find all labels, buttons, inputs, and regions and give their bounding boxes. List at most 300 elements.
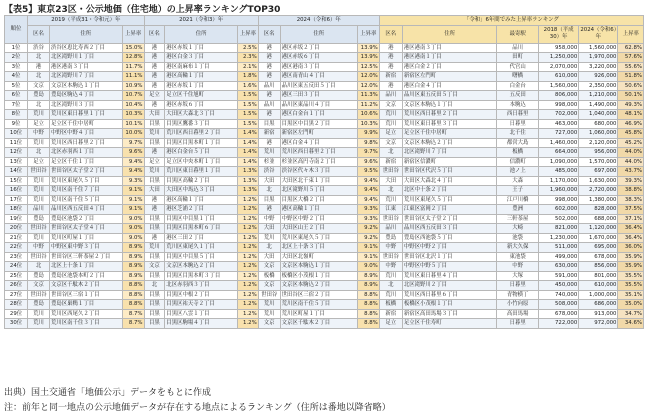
table-row bbox=[5, 148, 644, 158]
ward-2024: 荒川 bbox=[258, 309, 280, 319]
rank-cell: 30位 bbox=[5, 319, 28, 329]
header-ward: 区名 bbox=[379, 25, 402, 43]
ward-long: 港 bbox=[379, 53, 402, 63]
rank-cell: 25位 bbox=[5, 271, 28, 281]
address-2021: 目黒区駒場４丁目 bbox=[165, 319, 238, 329]
address-2021: 目黒区八雲１丁目 bbox=[165, 309, 238, 319]
address-long: 荒川区東尾久５丁目 bbox=[402, 195, 497, 205]
ward-long: 荒川 bbox=[379, 110, 402, 120]
price-2024: 680,000 bbox=[579, 119, 618, 129]
address-2024: 目黒区中目黒２丁目 bbox=[280, 119, 357, 129]
ward-2021: 目黒 bbox=[144, 271, 165, 281]
ward-2021: 港 bbox=[144, 233, 165, 243]
price-2018: 450,000 bbox=[538, 281, 578, 291]
station-cell: 信濃町 bbox=[497, 157, 539, 167]
rate-2024: 9.7% bbox=[357, 148, 379, 158]
ward-2021: 大田 bbox=[144, 186, 165, 196]
price-2024: 1,380,000 bbox=[579, 195, 618, 205]
price-2024: 688,000 bbox=[579, 214, 618, 224]
address-2021: 港区芝浦２丁目 bbox=[165, 205, 238, 215]
ward-2024: 北 bbox=[258, 243, 280, 253]
address-2019: 世田谷区三軒茶屋２丁目 bbox=[49, 252, 122, 262]
rate-2021: 1.2% bbox=[237, 281, 258, 291]
rate-2024: 9.4% bbox=[357, 176, 379, 186]
rate-long: 50.1% bbox=[618, 91, 644, 101]
rate-long: 45.8% bbox=[618, 129, 644, 139]
address-2021: 目黒区目黒本町１丁目 bbox=[165, 138, 238, 148]
header-address: 住所 bbox=[280, 25, 357, 43]
ward-2019: 荒川 bbox=[28, 319, 50, 329]
ward-2019: 荒川 bbox=[28, 309, 50, 319]
rate-2024: 9.1% bbox=[357, 243, 379, 253]
address-2019: 荒川区東尾久５丁目 bbox=[49, 176, 122, 186]
ward-long: 港 bbox=[379, 81, 402, 91]
rate-2019: 8.9% bbox=[122, 252, 144, 262]
rate-2019: 9.1% bbox=[122, 205, 144, 215]
rank-cell: 5位 bbox=[5, 81, 28, 91]
address-2021: 目黒区中目黒１丁目 bbox=[165, 214, 238, 224]
rank-cell: 23位 bbox=[5, 252, 28, 262]
rate-long: 46.9% bbox=[618, 119, 644, 129]
address-2021: 大田区中馬込３丁目 bbox=[165, 186, 238, 196]
address-2019: 豊島区駒込４丁目 bbox=[49, 91, 122, 101]
price-2018: 485,000 bbox=[538, 167, 578, 177]
ward-2021: 港 bbox=[144, 43, 165, 53]
table-row bbox=[5, 53, 644, 63]
rate-2019: 15.0% bbox=[122, 43, 144, 53]
rate-2021: 1.2% bbox=[237, 309, 258, 319]
ward-2024: 北 bbox=[258, 186, 280, 196]
ward-long: 荒川 bbox=[379, 290, 402, 300]
address-2021: 港区赤坂６丁目 bbox=[165, 100, 238, 110]
rate-long: 35.1% bbox=[618, 290, 644, 300]
ward-long: 板橋 bbox=[379, 300, 402, 310]
station-cell: 東池袋 bbox=[497, 252, 539, 262]
rate-2021: 2.1% bbox=[237, 62, 258, 72]
header-group-2021: 2021（令和3）年 bbox=[144, 16, 258, 26]
ward-2021: 目黒 bbox=[144, 176, 165, 186]
price-2024: 1,560,000 bbox=[579, 43, 618, 53]
rank-cell: 13位 bbox=[5, 157, 28, 167]
ward-2019: 世田谷 bbox=[28, 290, 50, 300]
header-ward: 区名 bbox=[28, 25, 50, 43]
station-cell: 曙橋 bbox=[497, 72, 539, 82]
ward-2024: 文京 bbox=[258, 262, 280, 272]
price-2018: 508,000 bbox=[538, 300, 578, 310]
header-group-long: 「令和」6年間でみた上昇率ランキング bbox=[379, 16, 643, 26]
rate-2019: 9.6% bbox=[122, 148, 144, 158]
ward-2019: 世田谷 bbox=[28, 167, 50, 177]
address-long: 荒川区東日暮里３丁目 bbox=[402, 119, 497, 129]
rate-2019: 10.3% bbox=[122, 110, 144, 120]
rate-long: 35.5% bbox=[618, 271, 644, 281]
price-2024: 1,630,000 bbox=[579, 176, 618, 186]
table-row bbox=[5, 195, 644, 205]
rate-long: 51.8% bbox=[618, 72, 644, 82]
ward-2024: 港 bbox=[258, 43, 280, 53]
table-row bbox=[5, 243, 644, 253]
price-2024: 1,210,000 bbox=[579, 91, 618, 101]
rate-long: 39.3% bbox=[618, 176, 644, 186]
address-long: 荒川区東日暮里４丁目 bbox=[402, 271, 497, 281]
ward-2019: 荒川 bbox=[28, 110, 50, 120]
header-rate: 上昇率 bbox=[237, 25, 258, 43]
ward-2019: 世田谷 bbox=[28, 252, 50, 262]
rate-2019: 10.1% bbox=[122, 119, 144, 129]
table-row bbox=[5, 233, 644, 243]
address-2024: 港区赤坂６丁目 bbox=[280, 53, 357, 63]
rate-2021: 2.3% bbox=[237, 53, 258, 63]
ward-2024: 港 bbox=[258, 53, 280, 63]
ward-2024: 港 bbox=[258, 72, 280, 82]
price-2018: 702,000 bbox=[538, 110, 578, 120]
price-2018: 958,000 bbox=[538, 43, 578, 53]
address-2021: 港区白金台５丁目 bbox=[165, 148, 238, 158]
rate-2019: 10.0% bbox=[122, 129, 144, 139]
ward-2024: 世田谷 bbox=[258, 290, 280, 300]
table-row bbox=[5, 252, 644, 262]
address-2024: 文京区本駒込２丁目 bbox=[280, 281, 357, 291]
address-2019: 豊島区池袋本町２丁目 bbox=[49, 271, 122, 281]
address-2021: 大田区大森北３丁目 bbox=[165, 110, 238, 120]
rate-2024: 8.8% bbox=[357, 309, 379, 319]
address-2024: 港区白金台１丁目 bbox=[280, 110, 357, 120]
ward-long: 江東 bbox=[379, 205, 402, 215]
rate-2021: 1.2% bbox=[237, 300, 258, 310]
header-price-2018: 2018（平成30）年 bbox=[538, 25, 578, 43]
ward-2021: 目黒 bbox=[144, 224, 165, 234]
ward-long: 港 bbox=[379, 43, 402, 53]
ward-2024: 目黒 bbox=[258, 195, 280, 205]
address-2021: 目黒区高輪２丁目 bbox=[165, 176, 238, 186]
address-2019: 世田谷区太子堂２丁目 bbox=[49, 167, 122, 177]
header-group-2024: 2024（令和6）年 bbox=[258, 16, 379, 26]
rate-2024: 12.0% bbox=[357, 72, 379, 82]
address-2021: 文京区本駒込２丁目 bbox=[165, 262, 238, 272]
price-2018: 821,000 bbox=[538, 224, 578, 234]
ward-2021: 港 bbox=[144, 100, 165, 110]
ward-2024: 荒川 bbox=[258, 300, 280, 310]
station-cell: 江戸川橋 bbox=[497, 195, 539, 205]
ward-long: 足立 bbox=[379, 319, 402, 329]
ward-2019: 北 bbox=[28, 72, 50, 82]
rate-2024: 11.2% bbox=[357, 100, 379, 110]
ward-2019: 北 bbox=[28, 53, 50, 63]
rate-long: 36.4% bbox=[618, 233, 644, 243]
address-2019: 足立区千住中居町 bbox=[49, 119, 122, 129]
rate-2019: 8.7% bbox=[122, 319, 144, 329]
ranking-table-body bbox=[5, 43, 644, 328]
rate-2019: 8.8% bbox=[122, 300, 144, 310]
rate-2019: 9.4% bbox=[122, 157, 144, 167]
rate-2019: 8.9% bbox=[122, 271, 144, 281]
address-2021: 足立区千住旭町 bbox=[165, 91, 238, 101]
rank-cell: 27位 bbox=[5, 290, 28, 300]
ward-2024: 品川 bbox=[258, 100, 280, 110]
rate-long: 62.8% bbox=[618, 43, 644, 53]
rate-long: 50.6% bbox=[618, 81, 644, 91]
address-2019: 荒川区町屋１丁目 bbox=[49, 233, 122, 243]
address-2021: 目黒区目黒本町６丁目 bbox=[165, 224, 238, 234]
station-cell: 日暮里 bbox=[497, 319, 539, 329]
address-2024: 中野区中野２丁目 bbox=[280, 214, 357, 224]
rate-2024: 9.2% bbox=[357, 224, 379, 234]
table-row bbox=[5, 157, 644, 167]
ward-2019: 足立 bbox=[28, 119, 50, 129]
rate-long: 48.1% bbox=[618, 110, 644, 120]
address-2024: 港区白金４丁目 bbox=[280, 138, 357, 148]
price-2018: 1,250,000 bbox=[538, 53, 578, 63]
ward-2024: 渋谷 bbox=[258, 167, 280, 177]
rank-cell: 9位 bbox=[5, 119, 28, 129]
ward-2021: 北 bbox=[144, 281, 165, 291]
address-2021: 目黒区鷹番３丁目 bbox=[165, 119, 238, 129]
rank-cell: 29位 bbox=[5, 309, 28, 319]
rate-2021: 1.2% bbox=[237, 243, 258, 253]
rate-2021: 1.2% bbox=[237, 233, 258, 243]
rate-2021: 1.3% bbox=[237, 167, 258, 177]
price-2018: 499,000 bbox=[538, 252, 578, 262]
ward-long: 大田 bbox=[379, 176, 402, 186]
ward-2024: 中野 bbox=[258, 214, 280, 224]
address-long: 港区白金２丁目 bbox=[402, 62, 497, 72]
price-2018: 1,170,000 bbox=[538, 176, 578, 186]
rate-2024: 10.3% bbox=[357, 119, 379, 129]
price-2024: 926,000 bbox=[579, 72, 618, 82]
address-2019: 渋谷区恵比寿西２丁目 bbox=[49, 43, 122, 53]
rank-cell: 19位 bbox=[5, 214, 28, 224]
address-2021: 港区南麻布１丁目 bbox=[165, 62, 238, 72]
ranking-table bbox=[4, 15, 644, 329]
address-long: 世田谷区北沢１丁目 bbox=[402, 252, 497, 262]
address-long: 港区白金４丁目 bbox=[402, 81, 497, 91]
price-2024: 801,000 bbox=[579, 271, 618, 281]
rate-2019: 9.0% bbox=[122, 224, 144, 234]
address-2019: 中野区中野４丁目 bbox=[49, 129, 122, 139]
ward-long: 新宿 bbox=[379, 72, 402, 82]
address-2021: 港区赤坂１丁目 bbox=[165, 81, 238, 91]
address-2019: 豊島区池袋２丁目 bbox=[49, 214, 122, 224]
address-2024: 文京区本駒込１丁目 bbox=[280, 262, 357, 272]
rate-2019: 9.3% bbox=[122, 176, 144, 186]
rate-2021: 1.4% bbox=[237, 129, 258, 139]
station-cell: 板橋 bbox=[497, 148, 539, 158]
rate-2024: 9.4% bbox=[357, 186, 379, 196]
ward-2021: 文京 bbox=[144, 262, 165, 272]
address-2021: 港区高輪１丁目 bbox=[165, 72, 238, 82]
price-2018: 806,000 bbox=[538, 91, 578, 101]
ward-2019: 中野 bbox=[28, 129, 50, 139]
ward-2021: 港 bbox=[144, 148, 165, 158]
ward-long: 文京 bbox=[379, 100, 402, 110]
rate-long: 44.0% bbox=[618, 157, 644, 167]
address-2024: 品川区東五反田５丁目 bbox=[280, 81, 357, 91]
address-long: 文京区本駒込１丁目 bbox=[402, 100, 497, 110]
rate-2019: 9.4% bbox=[122, 167, 144, 177]
rate-2021: 1.2% bbox=[237, 271, 258, 281]
address-2021: 足立区中央本町１丁目 bbox=[165, 157, 238, 167]
ward-2019: 品川 bbox=[28, 205, 50, 215]
rank-cell: 17位 bbox=[5, 195, 28, 205]
address-long: 港区港南１丁目 bbox=[402, 53, 497, 63]
ward-2019: 荒川 bbox=[28, 186, 50, 196]
ward-2024: 大田 bbox=[258, 176, 280, 186]
rate-long: 36.0% bbox=[618, 243, 644, 253]
table-row bbox=[5, 224, 644, 234]
rank-cell: 1位 bbox=[5, 43, 28, 53]
address-2024: 大田区山王２丁目 bbox=[280, 224, 357, 234]
rate-2019: 9.7% bbox=[122, 138, 144, 148]
rate-2019: 8.8% bbox=[122, 290, 144, 300]
rate-2024: 8.8% bbox=[357, 319, 379, 329]
ward-long: 世田谷 bbox=[379, 167, 402, 177]
price-2024: 678,000 bbox=[579, 252, 618, 262]
station-cell: 日暮里 bbox=[497, 281, 539, 291]
ward-long: 荒川 bbox=[379, 195, 402, 205]
ward-2019: 北 bbox=[28, 100, 50, 110]
rate-2024: 9.1% bbox=[357, 252, 379, 262]
address-long: 足立区千住寿町 bbox=[402, 319, 497, 329]
rank-cell: 12位 bbox=[5, 148, 28, 158]
address-long: 大田区大森北４丁目 bbox=[402, 176, 497, 186]
ward-long: 世田谷 bbox=[379, 252, 402, 262]
price-2024: 1,120,000 bbox=[579, 224, 618, 234]
rate-2024: 8.9% bbox=[357, 271, 379, 281]
address-2019: 荒川区西尾久２丁目 bbox=[49, 309, 122, 319]
ward-2019: 豊島 bbox=[28, 300, 50, 310]
table-row bbox=[5, 262, 644, 272]
table-row bbox=[5, 205, 644, 215]
rate-2021: 1.2% bbox=[237, 205, 258, 215]
ward-2021: 荒川 bbox=[144, 167, 165, 177]
address-2024: 荒川区南千住５丁目 bbox=[280, 300, 357, 310]
address-2024: 目黒区大橋２丁目 bbox=[280, 195, 357, 205]
address-2019: 北区赤羽西１丁目 bbox=[49, 148, 122, 158]
table-row bbox=[5, 100, 644, 110]
table-row bbox=[5, 119, 644, 129]
header-address: 住所 bbox=[402, 25, 497, 43]
address-2019: 北区滝野川３丁目 bbox=[49, 100, 122, 110]
rate-long: 45.2% bbox=[618, 138, 644, 148]
address-2024: 北区滝野川５丁目 bbox=[280, 186, 357, 196]
ward-2021: 足立 bbox=[144, 91, 165, 101]
price-2018: 1,460,000 bbox=[538, 138, 578, 148]
ward-long: 文京 bbox=[379, 138, 402, 148]
rate-long: 49.3% bbox=[618, 100, 644, 110]
ward-long: 世田谷 bbox=[379, 214, 402, 224]
ward-long: 北 bbox=[379, 186, 402, 196]
rank-cell: 3位 bbox=[5, 62, 28, 72]
address-long: 豊島区西池袋５丁目 bbox=[402, 233, 497, 243]
ward-2019: 荒川 bbox=[28, 233, 50, 243]
rate-2021: 2.5% bbox=[237, 43, 258, 53]
ward-2024: 大田 bbox=[258, 252, 280, 262]
rate-2021: 1.2% bbox=[237, 290, 258, 300]
header-station: 最寄駅 bbox=[497, 25, 539, 43]
address-long: 北区滝野川２丁目 bbox=[402, 281, 497, 291]
address-2019: 荒川区南千住３丁目 bbox=[49, 319, 122, 329]
header-rate: 上昇率 bbox=[122, 25, 144, 43]
ward-2024: 文京 bbox=[258, 319, 280, 329]
ward-2021: 港 bbox=[144, 81, 165, 91]
station-cell: 都営大島 bbox=[497, 138, 539, 148]
ward-2021: 目黒 bbox=[144, 300, 165, 310]
rank-cell: 6位 bbox=[5, 91, 28, 101]
address-long: 文京区本駒込２丁目 bbox=[402, 138, 497, 148]
price-2024: 1,570,000 bbox=[579, 157, 618, 167]
price-2024: 1,060,000 bbox=[579, 129, 618, 139]
rate-2021: 1.3% bbox=[237, 176, 258, 186]
address-2019: 荒川区南千住７丁目 bbox=[49, 186, 122, 196]
rate-long: 43.7% bbox=[618, 167, 644, 177]
rate-2024: 9.9% bbox=[357, 129, 379, 139]
station-cell: 西日暮里 bbox=[497, 110, 539, 120]
ward-2021: 荒川 bbox=[144, 243, 165, 253]
price-2024: 856,000 bbox=[579, 262, 618, 272]
station-cell: 豊洲 bbox=[497, 205, 539, 215]
rate-2019: 9.1% bbox=[122, 195, 144, 205]
source-note: 出典）国土交通省「地価公示」データをもとに作成 bbox=[4, 388, 212, 398]
rank-cell: 21位 bbox=[5, 233, 28, 243]
address-2019: 港区港南３丁目 bbox=[49, 62, 122, 72]
station-cell: 日暮里 bbox=[497, 119, 539, 129]
rate-2024: 9.3% bbox=[357, 205, 379, 215]
rate-2019: 10.9% bbox=[122, 81, 144, 91]
address-2024: 品川区東品川４丁目 bbox=[280, 100, 357, 110]
price-2024: 695,000 bbox=[579, 243, 618, 253]
address-2024: 北区上十条３丁目 bbox=[280, 243, 357, 253]
address-2024: 杉並区高円寺南２丁目 bbox=[280, 157, 357, 167]
rate-2019: 12.8% bbox=[122, 53, 144, 63]
table-row bbox=[5, 319, 644, 329]
address-2019: 文京区千駄木２丁目 bbox=[49, 281, 122, 291]
price-2024: 828,000 bbox=[579, 205, 618, 215]
rate-2024: 13.9% bbox=[357, 43, 379, 53]
address-2021: 目黒区中目黒５丁目 bbox=[165, 252, 238, 262]
address-2019: 世田谷区太子堂４丁目 bbox=[49, 224, 122, 234]
rate-2024: 9.8% bbox=[357, 138, 379, 148]
price-2024: 610,000 bbox=[579, 281, 618, 291]
price-2018: 502,000 bbox=[538, 214, 578, 224]
header-ward: 区名 bbox=[144, 25, 165, 43]
address-2019: 品川区西五反田４丁目 bbox=[49, 205, 122, 215]
ward-2021: 目黒 bbox=[144, 290, 165, 300]
price-2024: 2,350,000 bbox=[579, 81, 618, 91]
price-2018: 1,090,000 bbox=[538, 157, 578, 167]
table-row bbox=[5, 91, 644, 101]
station-cell: 五反田 bbox=[497, 91, 539, 101]
address-2024: 港区高輪１丁目 bbox=[280, 205, 357, 215]
rank-cell: 8位 bbox=[5, 110, 28, 120]
address-2024: 荒川区西日暮里２丁目 bbox=[280, 148, 357, 158]
ward-2021: 足立 bbox=[144, 157, 165, 167]
price-2018: 602,000 bbox=[538, 205, 578, 215]
rate-2021: 1.3% bbox=[237, 186, 258, 196]
price-2018: 511,000 bbox=[538, 243, 578, 253]
price-2024: 1,040,000 bbox=[579, 110, 618, 120]
rank-cell: 20位 bbox=[5, 224, 28, 234]
table-row bbox=[5, 281, 644, 291]
rank-cell: 7位 bbox=[5, 100, 28, 110]
rate-2021: 1.2% bbox=[237, 262, 258, 272]
price-2024: 3,220,000 bbox=[579, 62, 618, 72]
address-2024: 板橋区小茂根１丁目 bbox=[280, 271, 357, 281]
rate-2021: 1.2% bbox=[237, 319, 258, 329]
ward-2019: 港 bbox=[28, 62, 50, 72]
address-2021: 港区赤坂１丁目 bbox=[165, 43, 238, 53]
price-2018: 1,230,000 bbox=[538, 233, 578, 243]
table-row bbox=[5, 167, 644, 177]
